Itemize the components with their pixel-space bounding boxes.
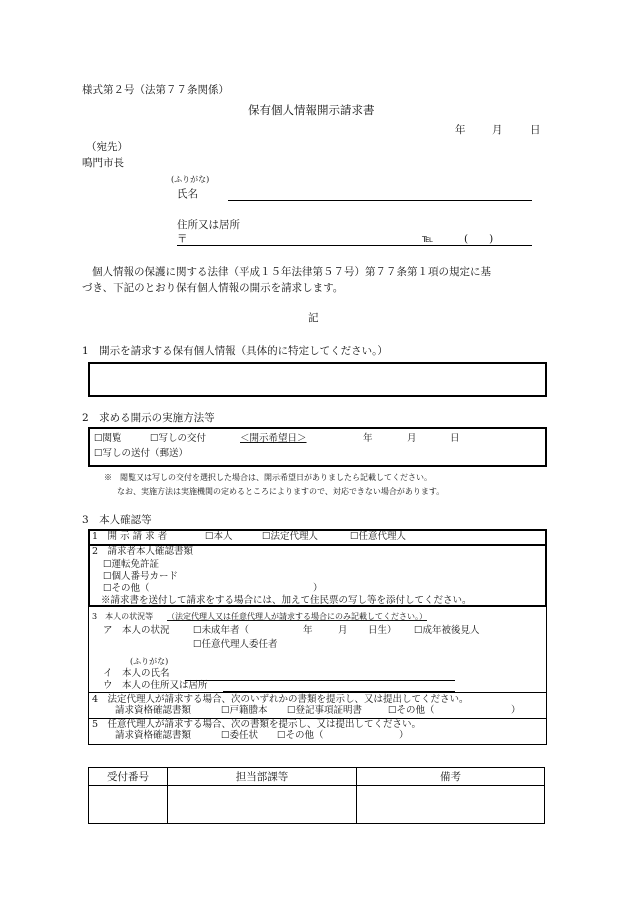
requester-type-voluntary-agent[interactable]: ☐任意代理人 [350, 531, 407, 542]
form-number: 様式第２号（法第７７条関係） [82, 84, 229, 96]
principal-address-field[interactable] [223, 691, 455, 692]
requester-address-label: 住所又は居所 [177, 219, 240, 231]
addressee-label: （宛先） [86, 141, 128, 153]
principal-birth-year: 年 [303, 625, 313, 636]
section2-note-2: なお、実施方法は実施機関の定めるところによりますので、対応できない場合があります。 [117, 487, 445, 496]
voluntary-agent-doc-other-close: ） [399, 730, 409, 741]
date-year-label: 年 [455, 124, 466, 136]
desired-month-label: 月 [407, 433, 417, 444]
desired-day-label: 日 [450, 433, 460, 444]
requester-type-self[interactable]: ☐本人 [205, 531, 233, 542]
addressee: 鳴門市長 [82, 157, 124, 169]
principal-minor-option[interactable]: ☐未成年者（ [193, 625, 250, 636]
department-cell[interactable] [168, 786, 357, 824]
voluntary-agent-doc-other[interactable]: ☐その他（ [277, 730, 324, 741]
principal-ward-option[interactable]: ☐成年被後見人 [414, 625, 480, 636]
requester-type-label: 1 開 示 請 求 者 [92, 531, 168, 542]
requester-name-field[interactable] [228, 200, 532, 201]
id-doc-other-close: ） [313, 583, 323, 594]
principal-delegator-option[interactable]: ☐任意代理人委任者 [193, 639, 278, 650]
section2-heading: 2 求める開示の実施方法等 [82, 412, 215, 424]
frame-bottom [88, 744, 547, 745]
section1-heading: 1 開示を請求する保有個人情報（具体的に特定してください。） [82, 345, 388, 357]
requester-type-legal-agent[interactable]: ☐法定代理人 [262, 531, 319, 542]
option-mail[interactable]: ☐写しの送付（郵送） [94, 448, 189, 459]
frame-right [546, 607, 547, 744]
remarks-cell[interactable] [357, 786, 545, 824]
reception-number-header: 受付番号 [89, 768, 168, 786]
id-doc-license[interactable]: ☐運転免許証 [103, 559, 160, 570]
tel-label: ℡ [422, 233, 434, 245]
legal-agent-instruction: 4 法定代理人が請求する場合、次のいずれかの書類を提示し、又は提出してください。 [92, 694, 469, 705]
principal-name-label: イ 本人の氏名 [103, 668, 170, 679]
tel-parens: ( ) [464, 233, 494, 245]
id-doc-note: ※請求書を送付して請求をする場合には、加えて住民票の写し等を添付してください。 [101, 595, 472, 606]
voluntary-agent-instruction: 5 任意代理人が請求する場合、次の書類を提示し、又は提出してください。 [92, 719, 422, 730]
principal-name-field[interactable] [185, 680, 455, 681]
document-title: 保有個人情報開示請求書 [248, 103, 375, 117]
voluntary-agent-docs-label: 請求資格確認書類 [115, 730, 192, 741]
principal-furigana-label: (ふりがな) [130, 657, 169, 666]
id-doc-other[interactable]: ☐その他（ [103, 583, 150, 594]
legal-agent-doc-registry-cert[interactable]: ☐登記事項証明書 [287, 705, 363, 716]
principal-status-title: 3 本人の状況等 [92, 612, 154, 621]
legal-agent-doc-other-close: ） [511, 705, 521, 716]
principal-status-label: ア 本人の状況 [103, 625, 170, 636]
reception-table [88, 767, 545, 824]
requester-name-label: 氏名 [177, 188, 198, 200]
principal-status-note: （法定代理人又は任意代理人が請求する場合にのみ記載してください。） [167, 612, 427, 621]
requester-furigana-label: (ふりがな) [171, 175, 210, 184]
option-copy-delivery[interactable]: ☐写しの交付 [150, 433, 207, 444]
postal-mark: 〒 [177, 233, 188, 245]
legal-agent-doc-other[interactable]: ☐その他（ [388, 705, 435, 716]
id-docs-title: 2 請求者本人確認書類 [92, 546, 194, 557]
principal-address-label: ウ 本人の住所又は居所 [103, 680, 208, 691]
requester-address-field[interactable] [177, 245, 532, 246]
section3-heading: 3 本人確認等 [82, 514, 152, 526]
principal-birth-month: 月 [338, 625, 348, 636]
option-view[interactable]: ☐閲覧 [94, 433, 122, 444]
date-day-label: 日 [530, 124, 541, 136]
legal-agent-docs-label: 請求資格確認書類 [115, 705, 192, 716]
department-header: 担当部課等 [168, 768, 357, 786]
date-month-label: 月 [492, 124, 503, 136]
voluntary-agent-doc-power-of-attorney[interactable]: ☐委任状 [221, 730, 259, 741]
requested-info-field[interactable] [88, 362, 547, 397]
section2-note-1: ※ 閲覧又は写しの交付を選択した場合は、開示希望日がありましたら記載してください。 [104, 473, 432, 482]
intro-line-1: 個人情報の保護に関する法律（平成１５年法律第５７号）第７７条第１項の規定に基 [92, 266, 491, 278]
id-doc-mynumber[interactable]: ☐個人番号カード [103, 571, 179, 582]
intro-line-2: づき、下記のとおり保有個人情報の開示を請求します。 [82, 282, 344, 294]
frame-left [88, 607, 89, 744]
row4-divider [88, 692, 547, 693]
principal-birth-day: 日生） [368, 625, 397, 636]
reception-number-cell[interactable] [89, 786, 168, 824]
remarks-header: 備考 [357, 768, 545, 786]
desired-date-label: ＜開示希望日＞ [240, 433, 307, 444]
ki-label: 記 [308, 312, 319, 324]
desired-year-label: 年 [363, 433, 373, 444]
legal-agent-doc-family-register[interactable]: ☐戸籍謄本 [221, 705, 268, 716]
